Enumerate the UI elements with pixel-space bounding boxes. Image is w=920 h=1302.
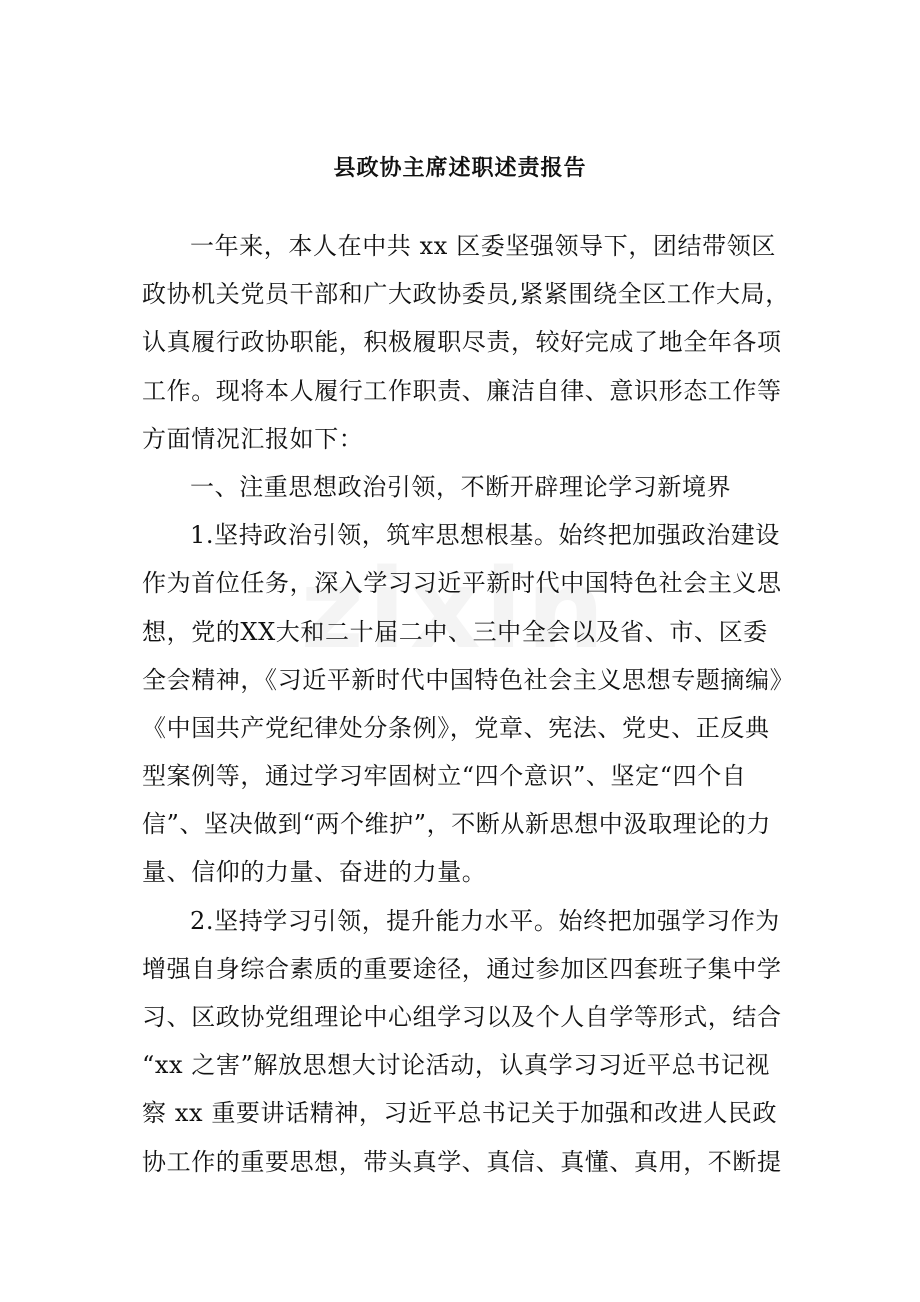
text-line: 想，党的XX大和二十届二中、三中全会以及省、市、区委 <box>142 617 768 646</box>
document-body <box>142 222 810 1186</box>
text-line: 2.坚持学习引领，提升能力水平。始终把加强学习作为 <box>190 906 780 935</box>
text-line: 察 xx 重要讲话精神，习近平总书记关于加强和改进人民政 <box>142 1099 778 1128</box>
text-line: “xx 之害”解放思想大讨论活动，认真学习习近平总书记视 <box>142 1051 771 1080</box>
text-line: 增强自身综合素质的重要途径，通过参加区四套班子集中学 <box>142 954 782 983</box>
text-line: 习、区政协党组理论中心组学习以及个人自学等形式，结合 <box>142 1003 782 1031</box>
text-line: 1.坚持政治引领，筑牢思想根基。始终把加强政治建设 <box>190 521 780 550</box>
text-line: 《中国共产党纪律处分条例》，党章、宪法、党史、正反典 <box>142 713 770 742</box>
text-line: 方面情况汇报如下： <box>142 424 364 453</box>
text-line: 量、信仰的力量、奋进的力量。 <box>142 858 487 887</box>
text-line: 型案例等，通过学习牢固树立“四个意识”、坚定“四个自 <box>142 762 747 791</box>
text-line: 信”、坚决做到“两个维护”，不断从新思想中汲取理论的力 <box>142 810 772 839</box>
text-line: 一年来，本人在中共 xx 区委坚强领导下，团结带领区 <box>190 232 776 260</box>
document-title: 县政协主席述职述责报告 <box>333 155 587 181</box>
text-line: 作为首位任务，深入学习习近平新时代中国特色社会主义思 <box>142 569 782 598</box>
text-line: 认真履行政协职能，积极履职尽责，较好完成了地全年各项 <box>142 328 782 357</box>
text-line: 全会精神，《习近平新时代中国特色社会主义思想专题摘编》 <box>142 665 795 694</box>
text-line: 工作。现将本人履行工作职责、廉洁自律、意识形态工作等 <box>142 376 782 405</box>
text-line: 协工作的重要思想，带头真学、真信、真懂、真用，不断提 <box>142 1147 782 1176</box>
section-heading: 一、注重思想政治引领，不断开辟理论学习新境界 <box>190 472 732 501</box>
text-line: 政协机关党员干部和广大政协委员,紧紧围绕全区工作大局， <box>142 280 790 309</box>
